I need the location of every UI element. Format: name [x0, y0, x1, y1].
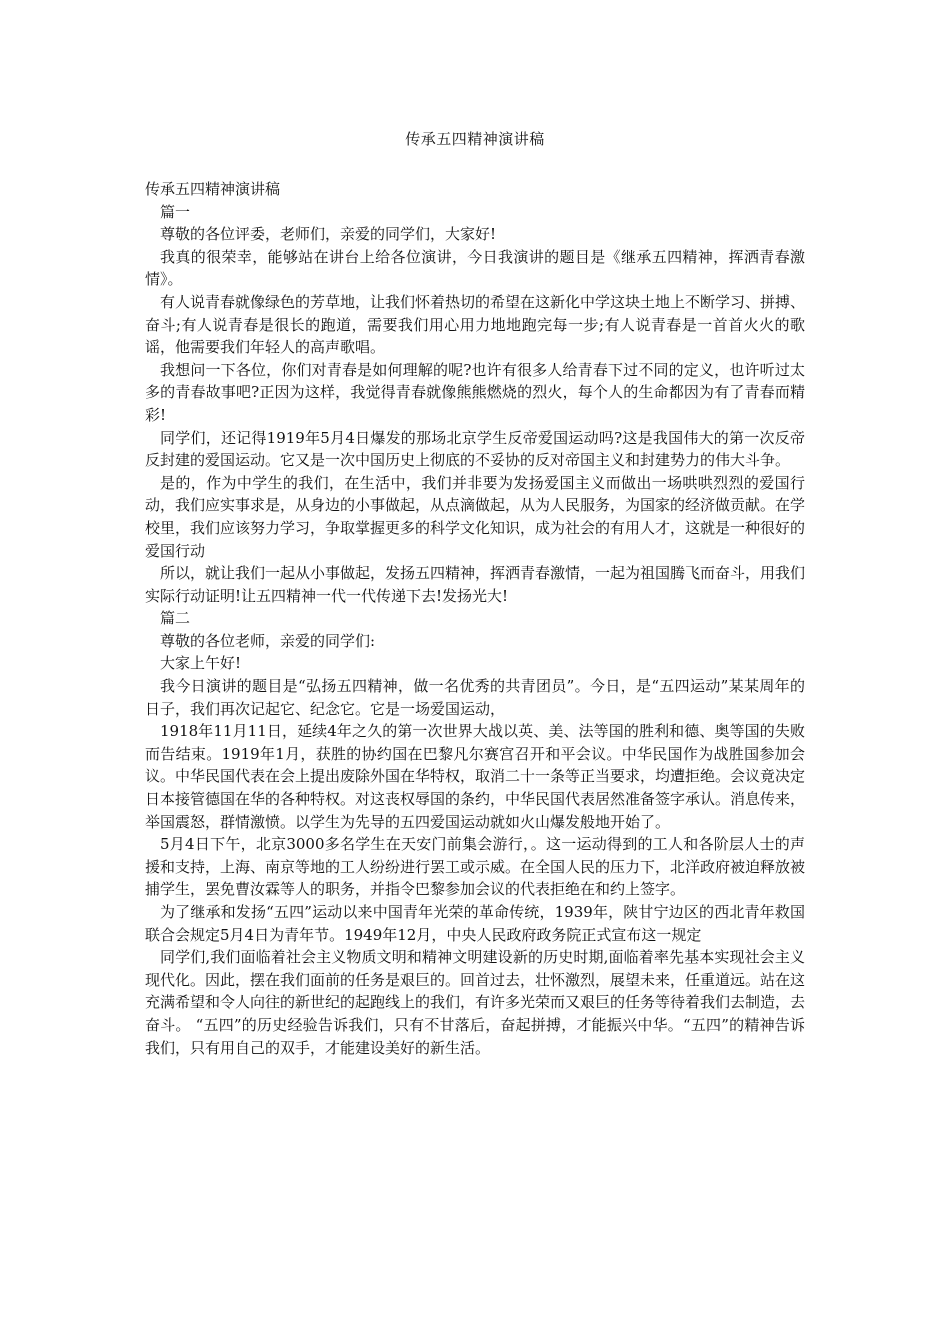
paragraph: 1918年11月11日，延续4年之久的第一次世界大战以英、美、法等国的胜利和德、奥等国的失败而告结束。1919年1月，获胜的协约国在巴黎凡尔赛宫召开和平会议。中华民国作为战胜国参加会议。中华民国代表在会上提出废除外国在华特权，取消二十一条等正当要求，均遭拒绝。会议竟决定日本接管德国在华的各种特权。对这丧权辱国的条约，中华民国代表居然准备签字承认。消息传来，举国震怒，群情激愤。以学生为先导的五四爱国运动就如火山爆发般地开始了。	[145, 722, 806, 831]
paragraph: 是的，作为中学生的我们，在生活中，我们并非要为发扬爱国主义而做出一场哄哄烈烈的爱国行动，我们应实事求是，从身边的小事做起，从点滴做起，从为人民服务，为国家的经济做贡献。在学校里，我们应该努力学习，争取掌握更多的科学文化知识，成为社会的有用人才，这就是一种很好的爱国行动	[145, 473, 806, 560]
paragraph: 有人说青春就像绿色的芳草地，让我们怀着热切的希望在这新化中学这块土地上不断学习、拼搏、奋斗;有人说青春是很长的跑道，需要我们用心用力地地跑完每一步;有人说青春是一首首火火的歌谣，他需要我们年轻人的高声歌唱。	[145, 292, 806, 357]
paragraph: 同学们，还记得1919年5月4日爆发的那场北京学生反帝爱国运动吗?这是我国伟大的第一次反帝反封建的爱国运动。它又是一次中国历史上彻底的不妥协的反对帝国主义和封建势力的伟大斗争。	[145, 428, 805, 470]
paragraph: 为了继承和发扬“五四”运动以来中国青年光荣的革命传统，1939年，陕甘宁边区的西北青年救国联合会规定5月4日为青年节。1949年12月，中央人民政府政务院正式宣布这一规定	[145, 903, 805, 944]
document-title: 传承五四精神演讲稿	[405, 130, 545, 148]
paragraph: 我想问一下各位，你们对青春是如何理解的呢?也许有很多人给青春下过不同的定义，也许听过太多的青春故事吧?正因为这样，我觉得青春就像熊熊燃烧的烈火，每个人的生命都因为有了青春而精彩!	[145, 360, 805, 424]
section-label-1: 篇一	[160, 202, 191, 221]
paragraph: 5月4日下午，北京3000多名学生在天安门前集会游行，。这一运动得到的工人和各阶层人士的声援和支持，上海、南京等地的工人纷纷进行罢工或示威。在全国人民的压力下，北洋政府被迫释放被捕学生，罢免曹汝霖等人的职务，并指令巴黎参加会议的代表拒绝在和约上签字。	[145, 835, 806, 899]
paragraph: 所以，就让我们一起从小事做起，发扬五四精神，挥洒青春激情，一起为祖国腾飞而奋斗，用我们实际行动证明!让五四精神一代一代传递下去!发扬光大!	[145, 564, 806, 605]
document-body	[145, 178, 805, 1059]
section-label-2: 篇二	[160, 609, 191, 628]
paragraph: 尊敬的各位老师，亲爱的同学们:	[160, 631, 376, 650]
paragraph: 我今日演讲的题目是“弘扬五四精神，做一名优秀的共青团员”。今日，是“五四运动”某某周年的日子，我们再次记起它、纪念它。它是一场爱国运动，	[145, 677, 805, 718]
body-heading: 传承五四精神演讲稿	[145, 180, 281, 198]
paragraph: 我真的很荣幸，能够站在讲台上给各位演讲，今日我演讲的题目是《继承五四精神，挥洒青春激情》。	[145, 247, 805, 289]
paragraph: 大家上午好!	[160, 654, 242, 673]
paragraph: 尊敬的各位评委，老师们，亲爱的同学们，大家好!	[160, 225, 497, 244]
paragraph: 同学们,我们面临着社会主义物质文明和精神文明建设新的历史时期,面临着率先基本实现社会主义现代化。因此，摆在我们面前的任务是艰巨的。回首过去，壮怀激烈，展望未来，任重道远。站在这充满希望和令人向往的新世纪的起跑线上的我们，有许多光荣而又艰巨的任务等待着我们去制造，去奋斗。 “五四”的历史经验告诉我们，只有不甘落后，奋起拼搏，才能振兴中华。“五四”的精神告诉我们，只有用自己的双手，才能建设美好的新生活。	[145, 948, 806, 1057]
